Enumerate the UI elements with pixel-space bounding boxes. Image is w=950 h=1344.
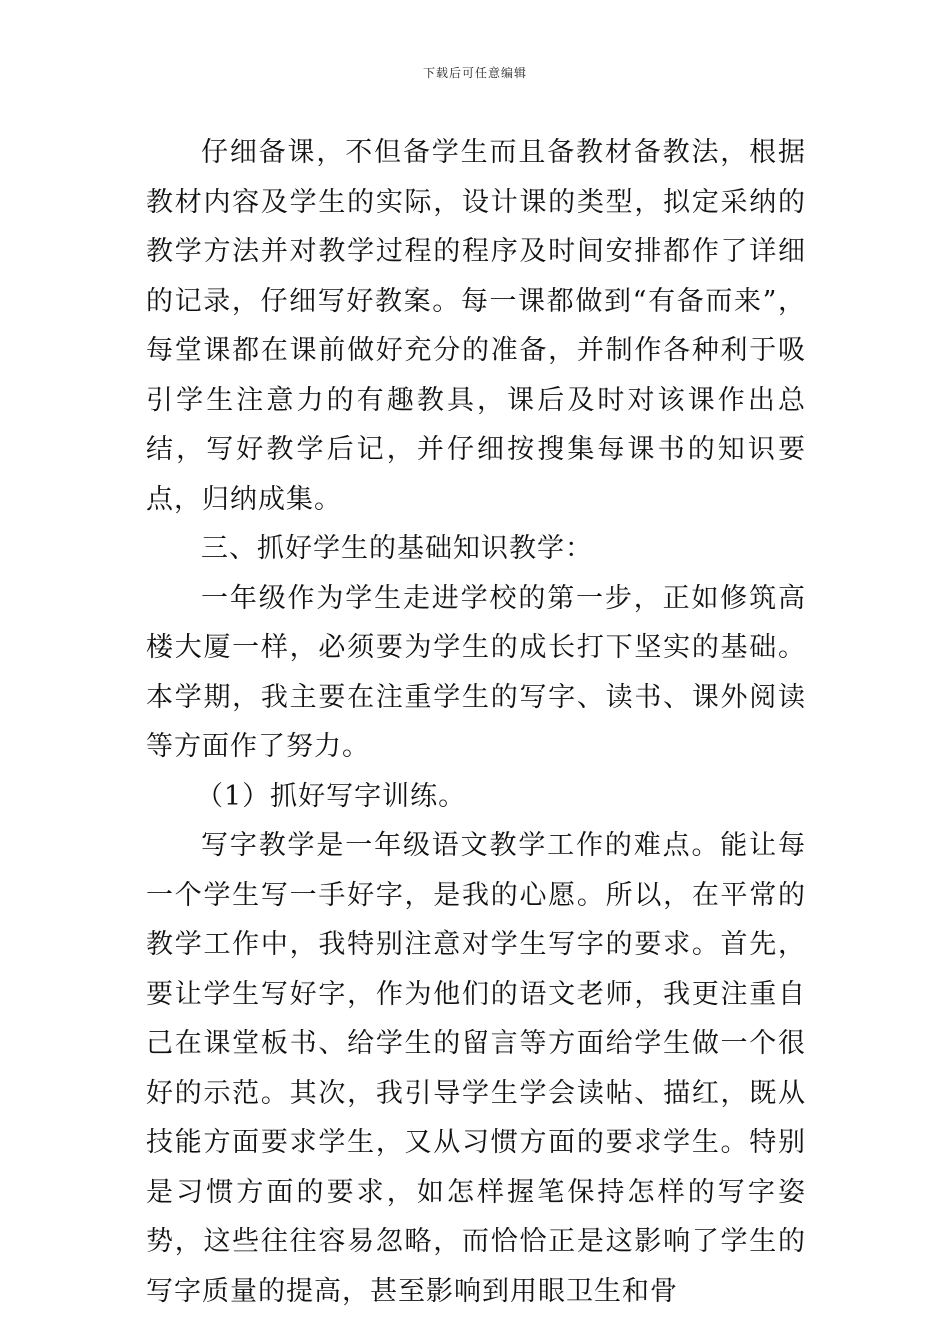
paragraph: 仔细备课，不但备学生而且备教材备教法，根据教材内容及学生的实际，设计课的类型，拟定采纳的教学方法并对教学过程的程序及时间安排都作了详细的记录，仔细写好教案。每一课都做到“有备而来”，每堂课都在课前做好充分的准备，并制作各种利于吸引学生注意力的有趣教具，课后及时对该课作出总结，写好教学后记，并仔细按搜集每课书的知识要点，归纳成集。 (146, 137, 806, 515)
paragraph: 写字教学是一年级语文教学工作的难点。能让每一个学生写一手好字，是我的心愿。所以，在平常的教学工作中，我特别注意对学生写字的要求。首先，要让学生写好字，作为他们的语文老师，我更注重自己在课堂板书、给学生的留言等方面给学生做一个很好的示范。其次，我引导学生学会读帖、描红，既从技能方面要求学生，又从习惯方面的要求学生。特别是习惯方面的要求，如怎样握笔保持怎样的写字姿势，这些往往容易忽略，而恰恰正是这影响了学生的写字质量的提高，甚至影响到用眼卫生和骨 (146, 830, 806, 1307)
paragraph: 一年级作为学生走进学校的第一步，正如修筑高楼大厦一样，必须要为学生的成长打下坚实的基础。本学期，我主要在注重学生的写字、读书、课外阅读等方面作了努力。 (146, 582, 806, 762)
page-header: 下载后可任意编辑 (422, 66, 527, 80)
subsection-heading: （1）抓好写字训练。 (196, 780, 467, 812)
document-body (146, 128, 806, 1316)
section-heading: 三、抓好学生的基础知识教学： (201, 533, 593, 564)
